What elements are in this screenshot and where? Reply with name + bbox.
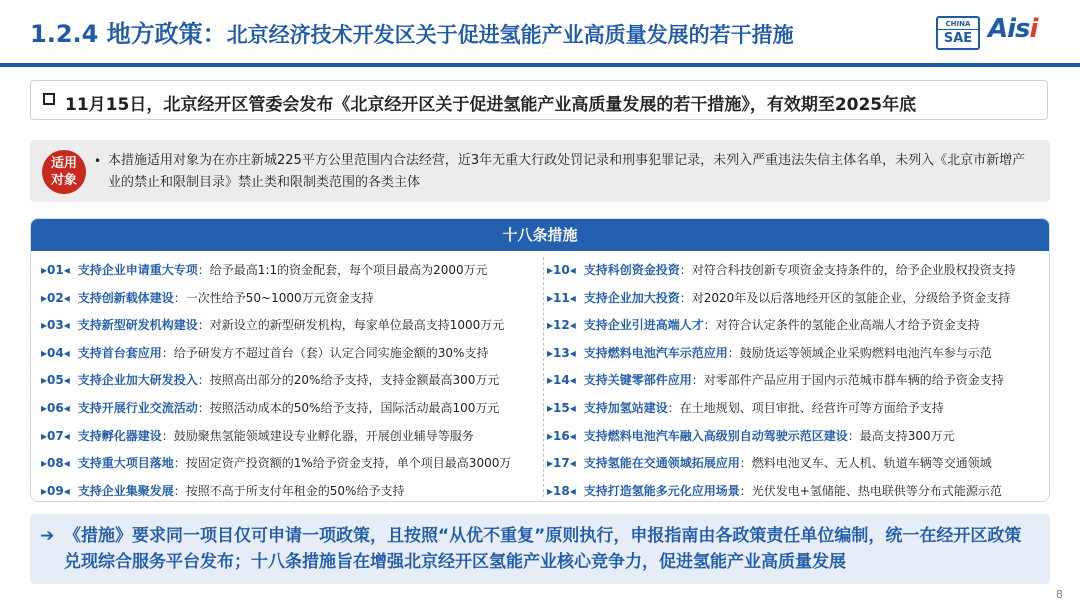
scope-badge-line2: 对象 [50,173,77,188]
measure-number: ▸11◂ [547,290,576,305]
measure-item [41,257,549,285]
measure-number: ▸07◂ [41,428,70,443]
measure-number: ▸08◂ [41,456,70,471]
measure-number: ▸12◂ [547,318,576,333]
page-title [30,14,794,49]
measure-description: ：鼓励聚焦氢能领域建设专业孵化器，开展创业辅导等服务 [161,428,474,443]
column-divider [543,257,544,497]
scope-badge [42,150,86,194]
measure-item [547,478,1047,502]
measure-number: ▸14◂ [547,373,576,388]
measure-name: 支持燃料电池汽车示范应用 [583,345,728,360]
measure-number: ▸13◂ [547,345,576,360]
measure-name: 支持首台套应用 [77,345,162,360]
measure-description: ：给予研发方不超过首台（套）认定合同实施金额的30%支持 [161,345,489,360]
aisi-logo [988,14,1037,44]
measure-description: ：最高支持300万元 [847,428,955,443]
logo-sae-top: CHINA [938,20,978,30]
measure-description: ：对零部件产品应用于国内示范城市群车辆的给予资金支持 [691,373,1004,388]
measure-number: ▸02◂ [41,290,70,305]
logo-sae-bottom: SAE [943,31,973,46]
measure-name: 支持加氢站建设 [583,400,668,415]
measure-description: ：按照活动成本的50%给予支持，国际活动最高100万元 [197,400,500,415]
measure-description: ：按照高出部分的20%给予支持，支持金额最高300万元 [197,373,500,388]
measure-number: ▸16◂ [547,428,576,443]
measure-name: 支持企业加大研发投入 [77,373,198,388]
measure-number: ▸18◂ [547,483,576,498]
measure-number: ▸01◂ [41,263,70,277]
measure-item [41,312,549,340]
measure-number: ▸03◂ [41,318,70,333]
measures-left-column [41,257,549,502]
measure-number: ▸10◂ [547,263,576,277]
measure-item [41,367,549,395]
header-divider [0,63,1080,67]
scope-text: 本措施适用对象为在亦庄新城225平方公里范围内合法经营，近3年无重大行政处罚记录和刑事犯罪记录，未列入严重违法失信主体名单，未列入《北京市新增产业的禁止和限制目录》禁止类和限制类范围的各类主体 [108,153,1026,190]
measure-description: ：按照不高于所支付年租金的50%给予支持 [173,483,405,498]
measure-description: ：对符合认定条件的氢能企业高端人才给予资金支持 [703,318,980,333]
measures-panel [30,218,1050,502]
measure-name: 支持科创资金投资 [583,263,680,277]
measure-description: ：在土地规划、项目审批、经营许可等方面给予支持 [667,400,944,415]
measure-item [547,423,1047,451]
measure-name: 支持企业加大投资 [583,290,680,305]
measure-name: 支持关键零部件应用 [583,373,692,388]
scope-badge-line1: 适用 [50,156,77,171]
measure-description: ：光伏发电+氢储能、热电联供等分布式能源示范 [739,483,1002,498]
measure-description: ：对2020年及以后落地经开区的氢能企业，分级给予资金支持 [679,290,1011,305]
measure-name: 支持打造氢能多元化应用场景 [583,483,740,498]
measure-item [41,340,549,368]
announcement-text: 11月15日，北京经开区管委会发布《北京经开区关于促进氢能产业高质量发展的若干措施》，有效期至2025年底 [65,95,917,115]
measure-description: ：对新设立的新型研发机构，每家单位最高支持1000万元 [197,318,505,333]
measure-name: 支持重大项目落地 [77,456,174,471]
measure-name: 支持燃料电池汽车融入高级别自动驾驶示范区建设 [583,428,848,443]
page-subtitle: 北京经济技术开发区关于促进氢能产业高质量发展的若干措施 [226,23,794,47]
measure-number: ▸05◂ [41,373,70,388]
measure-name: 支持孵化器建设 [77,428,162,443]
measure-item [547,450,1047,478]
measure-description: ：鼓励货运等领域企业采购燃料电池汽车参与示范 [727,345,992,360]
measure-item [547,340,1047,368]
checkbox-square-icon [43,93,55,105]
logo-aisi-part2: s [1015,14,1030,44]
announcement-box [30,80,1048,120]
summary-text: 《措施》要求同一项目仅可申请一项政策，且按照“从优不重复”原则执行，申报指南由各政策责任单位编制，统一在经开区政策兑现综合服务平台发布；十八条措施旨在增强北京经开区氢能产业核心竞争力，促进氢能产业高质量发展 [64,526,1022,572]
logo-aisi-part3: i [1029,14,1038,44]
measure-number: ▸15◂ [547,400,576,415]
measure-number: ▸06◂ [41,400,70,415]
measure-item [547,395,1047,423]
measure-item [41,478,549,502]
measure-item [547,285,1047,313]
page-number: 8 [1056,588,1063,601]
measure-name: 支持企业引进高端人才 [583,318,704,333]
measure-description: ：按固定资产投资额的1%给予资金支持，单个项目最高3000万 [173,456,512,471]
measure-item [41,423,549,451]
arrow-right-icon: ➔ [40,526,55,546]
measure-item [547,367,1047,395]
measure-name: 支持创新载体建设 [77,290,174,305]
measure-number: ▸04◂ [41,345,70,360]
section-label: 1.2.4 地方政策： [30,20,227,48]
measure-item [547,312,1047,340]
scope-panel [30,140,1050,202]
measure-description: ：一次性给予50~1000万元资金支持 [173,290,374,305]
measure-item [547,257,1047,285]
measure-name: 支持企业申请重大专项 [77,263,198,277]
logo-aisi-part1: Ai [988,14,1016,44]
measures-right-column [547,257,1047,502]
measure-number: ▸17◂ [547,456,576,471]
measure-description: ：对符合科技创新专项资金支持条件的，给予企业股权投资支持 [679,263,1016,277]
measure-name: 支持新型研发机构建设 [77,318,198,333]
measure-description: ：给予最高1:1的资金配套，每个项目最高为2000万元 [197,263,488,277]
summary-box [30,514,1050,584]
measure-name: 支持氢能在交通领域拓展应用 [583,456,740,471]
measures-title: 十八条措施 [31,219,1049,251]
measure-name: 支持开展行业交流活动 [77,400,198,415]
china-sae-logo [936,16,980,50]
measure-number: ▸09◂ [41,483,70,498]
measure-name: 支持企业集聚发展 [77,483,174,498]
measure-item [41,395,549,423]
measure-description: ：燃料电池叉车、无人机、轨道车辆等交通领域 [739,456,992,471]
measure-item [41,450,549,478]
header [0,0,1080,64]
measure-item [41,285,549,313]
bullet-icon: • [94,154,102,168]
